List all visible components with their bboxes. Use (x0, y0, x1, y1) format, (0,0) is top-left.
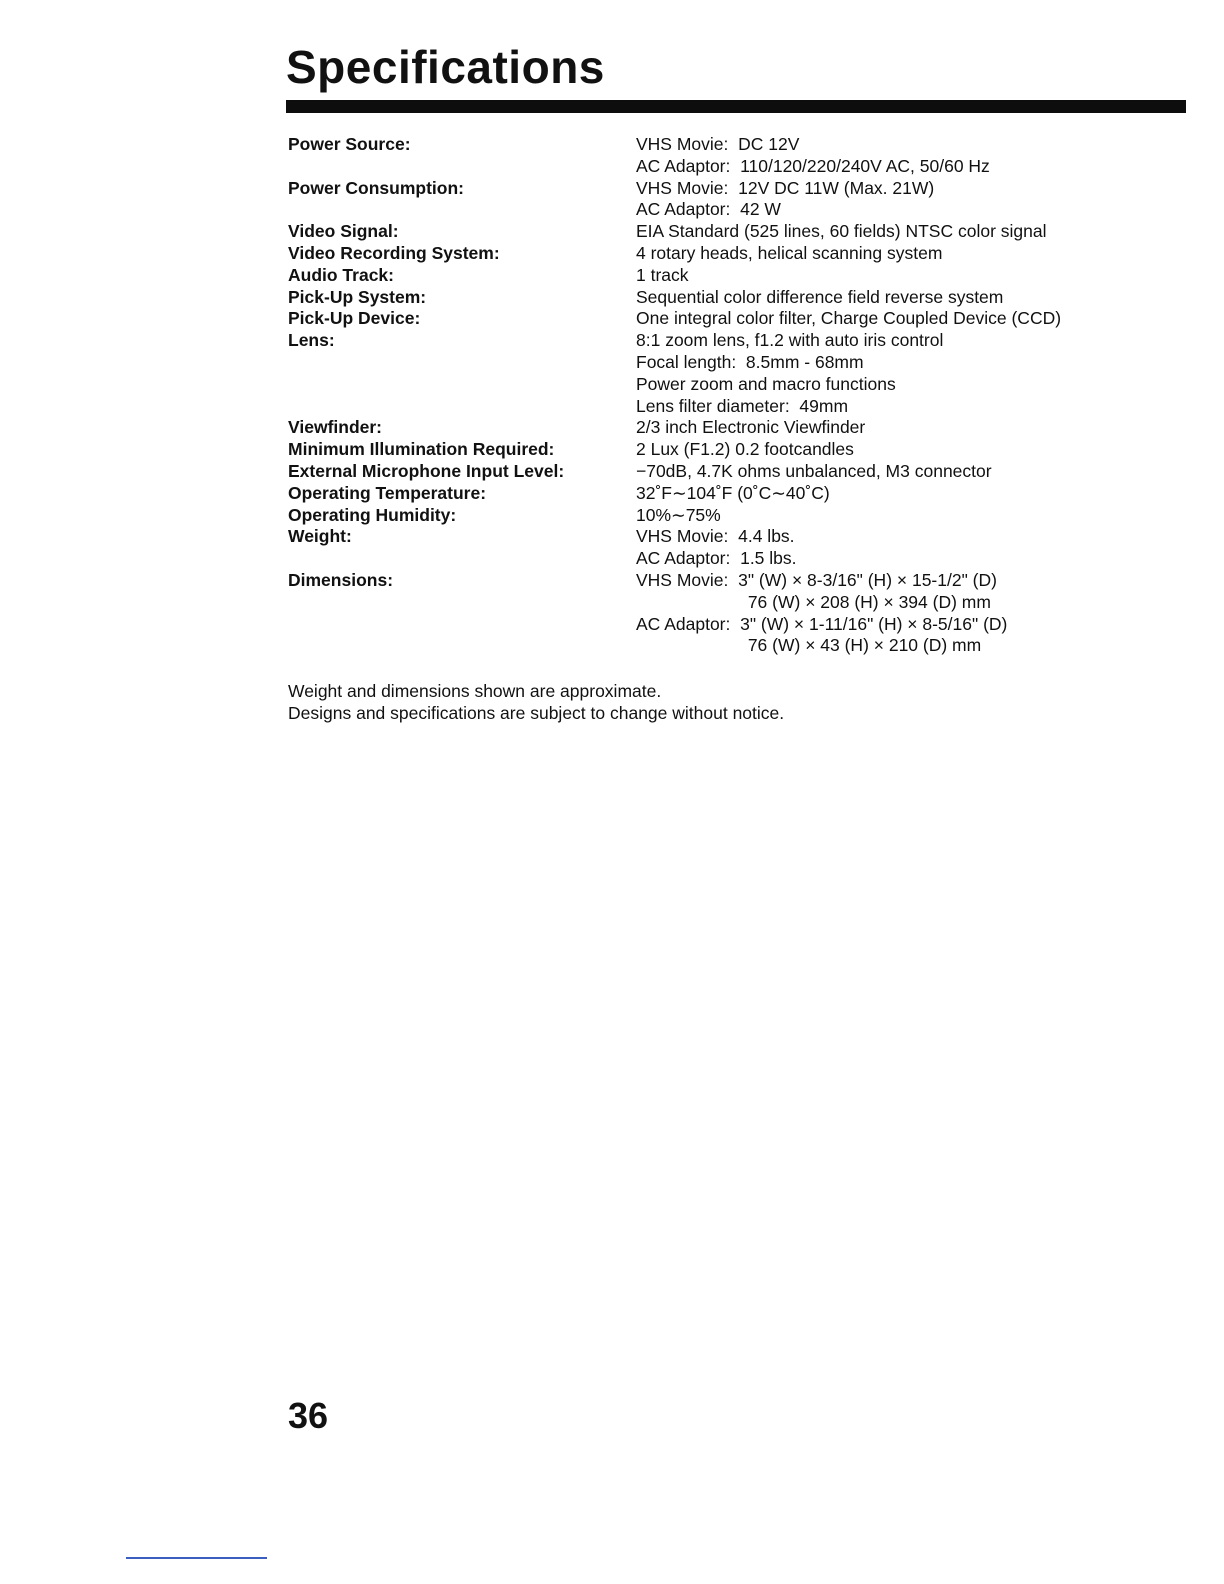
spec-value-line: 2 Lux (F1.2) 0.2 footcandles (636, 439, 854, 460)
spec-value (636, 265, 689, 287)
spec-label: Audio Track: (288, 264, 394, 285)
spec-row-audio-track (288, 265, 1188, 287)
spec-value (636, 570, 1007, 657)
spec-row-power-consumption (288, 178, 1188, 222)
notes (288, 680, 784, 724)
spec-value (636, 308, 1061, 330)
spec-value-line: EIA Standard (525 lines, 60 fields) NTSC color signal (636, 221, 1047, 242)
spec-label: Video Recording System: (288, 242, 500, 263)
spec-label: Operating Temperature: (288, 482, 487, 503)
spec-value-line: AC Adaptor: 3" (W) × 1-11/16" (H) × 8-5/16" (D) (636, 613, 1008, 634)
spec-value-line: VHS Movie: DC 12V (636, 134, 800, 154)
spec-value-line: VHS Movie: 3" (W) × 8-3/16" (H) × 15-1/2" (D) (636, 569, 997, 590)
spec-value-line: 8:1 zoom lens, f1.2 with auto iris control (636, 330, 944, 351)
spec-value (636, 526, 797, 570)
spec-value (636, 134, 990, 178)
spec-row-viewfinder (288, 417, 1188, 439)
spec-value-line: VHS Movie: 12V DC 11W (Max. 21W) (636, 177, 935, 198)
spec-row-external-microphone (288, 461, 1188, 483)
spec-value-line: 4 rotary heads, helical scanning system (636, 242, 943, 263)
spec-value-line: Lens filter diameter: 49mm (636, 395, 849, 416)
spec-table (288, 134, 1188, 657)
spec-row-lens (288, 330, 1188, 417)
spec-value-line: Power zoom and macro functions (636, 373, 896, 394)
spec-value (636, 287, 1003, 309)
spec-row-weight (288, 526, 1188, 570)
spec-value-line: AC Adaptor: 1.5 lbs. (636, 548, 797, 569)
spec-label: Weight: (288, 526, 352, 547)
spec-row-dimensions (288, 570, 1188, 657)
spec-label: Power Consumption: (288, 177, 464, 198)
spec-label: Pick-Up System: (288, 286, 427, 307)
spec-label: Dimensions: (288, 569, 394, 590)
note-line: Designs and specifications are subject to change without notice. (288, 703, 785, 723)
spec-value (636, 439, 854, 461)
spec-row-operating-humidity (288, 505, 1188, 527)
spec-value-line: AC Adaptor: 42 W (636, 199, 781, 220)
spec-value-line: AC Adaptor: 110/120/220/240V AC, 50/60 Hz (636, 155, 990, 176)
note-line: Weight and dimensions shown are approximate. (288, 681, 662, 701)
spec-value-line: 76 (W) × 208 (H) × 394 (D) mm (636, 591, 991, 612)
spec-value-line: One integral color filter, Charge Coupled Device (CCD) (636, 308, 1062, 329)
spec-row-power-source (288, 134, 1188, 178)
spec-value (636, 330, 943, 417)
spec-value (636, 178, 934, 222)
spec-row-operating-temperature (288, 483, 1188, 505)
spec-value-line: 32˚F∼104˚F (0˚C∼40˚C) (636, 482, 830, 503)
page-title: Specifications (286, 41, 605, 93)
spec-value-line: −70dB, 4.7K ohms unbalanced, M3 connector (636, 460, 992, 481)
spec-value-line: 10%∼75% (636, 504, 721, 525)
spec-value-line: 76 (W) × 43 (H) × 210 (D) mm (636, 635, 982, 656)
spec-value (636, 505, 721, 527)
spec-value (636, 461, 992, 483)
spec-row-pick-up-device (288, 308, 1188, 330)
spec-value-line: VHS Movie: 4.4 lbs. (636, 526, 795, 547)
spec-row-minimum-illumination (288, 439, 1188, 461)
spec-value (636, 243, 942, 265)
spec-value-line: Sequential color difference field reverse system (636, 286, 1004, 307)
spec-label: Power Source: (288, 134, 411, 154)
spec-label: External Microphone Input Level: (288, 460, 565, 481)
spec-value (636, 417, 865, 439)
spec-value-line: Focal length: 8.5mm - 68mm (636, 351, 864, 372)
spec-value-line: 2/3 inch Electronic Viewfinder (636, 417, 866, 438)
spec-label: Viewfinder: (288, 417, 383, 438)
spec-value-line: 1 track (636, 264, 689, 285)
spec-label: Pick-Up Device: (288, 308, 421, 329)
spec-label: Operating Humidity: (288, 504, 457, 525)
spec-label: Minimum Illumination Required: (288, 439, 555, 460)
spec-value (636, 221, 1046, 243)
spec-value (636, 483, 830, 505)
spec-row-video-recording-system (288, 243, 1188, 265)
spec-label: Video Signal: (288, 221, 399, 242)
footer-rule (126, 1557, 267, 1559)
spec-row-pick-up-system (288, 287, 1188, 309)
spec-row-video-signal (288, 221, 1188, 243)
page-number: 36 (288, 1395, 329, 1436)
spec-label: Lens: (288, 330, 335, 351)
title-rule (286, 100, 1186, 113)
